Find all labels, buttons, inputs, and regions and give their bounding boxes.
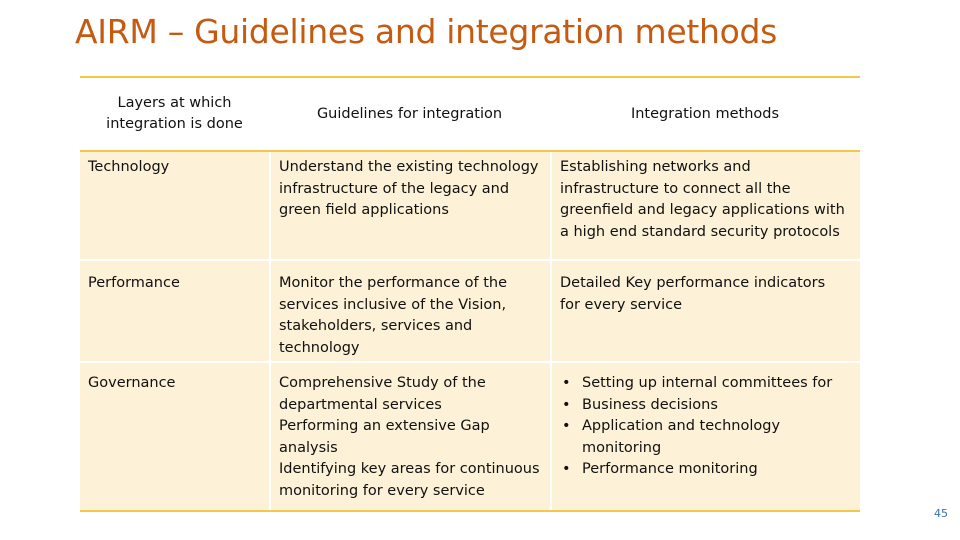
text-line: infrastructure of the legacy and [279, 180, 510, 197]
text-line: departmental services [279, 396, 442, 413]
bullet-item: • Setting up internal committees for [560, 373, 852, 395]
text-line: Establishing networks and [560, 159, 751, 175]
page-number: 45 [934, 507, 948, 520]
text-line: green field applications [279, 202, 449, 218]
text-line: Understand the existing technology [279, 159, 539, 175]
layer-cell: Technology [80, 152, 269, 259]
text-line: services inclusive of the Vision, [279, 296, 507, 313]
bullet-item: • Application and technology monitoring [560, 416, 852, 459]
guidelines-cell [269, 261, 550, 361]
header-layers-line: Layers at which [117, 95, 232, 111]
layer-cell: Performance [80, 261, 269, 361]
table-row [80, 152, 860, 259]
header-methods: Integration methods [630, 105, 780, 122]
methods-bullet-list [560, 373, 852, 481]
methods-cell [550, 261, 860, 361]
guidelines-cell [269, 152, 550, 259]
text-line: Identifying key areas for continuous [279, 461, 540, 477]
layer-cell: Governance [80, 363, 269, 510]
text-line: analysis [279, 439, 338, 456]
table-row [80, 361, 860, 510]
text-line: Comprehensive Study of the [279, 375, 486, 391]
text-line: Monitor the performance of the [279, 275, 507, 291]
text-line: monitoring for every service [279, 482, 485, 499]
bullet-item: • Performance monitoring [560, 459, 852, 481]
header-layers-line: integration is done [106, 116, 243, 132]
table-row [80, 259, 860, 361]
text-line: infrastructure to connect all the [560, 180, 791, 197]
text-line: a high end standard security protocols [560, 223, 840, 240]
text-line: technology [279, 339, 360, 356]
integration-table [80, 76, 860, 512]
bullet-item: • Business decisions [560, 395, 852, 417]
methods-cell [550, 152, 860, 259]
table-header-row [80, 78, 860, 152]
slide-title: AIRM – Guidelines and integration methods [75, 12, 778, 51]
methods-cell [550, 363, 860, 510]
header-layers [80, 78, 269, 150]
guidelines-cell [269, 363, 550, 510]
text-line: Performing an extensive Gap [279, 418, 490, 434]
text-line: Detailed Key performance indicators [560, 275, 826, 291]
text-line: for every service [560, 296, 683, 313]
header-guidelines: Guidelines for integration [316, 105, 503, 122]
text-line: stakeholders, services and [279, 318, 473, 334]
text-line: greenfield and legacy applications with [560, 202, 845, 218]
